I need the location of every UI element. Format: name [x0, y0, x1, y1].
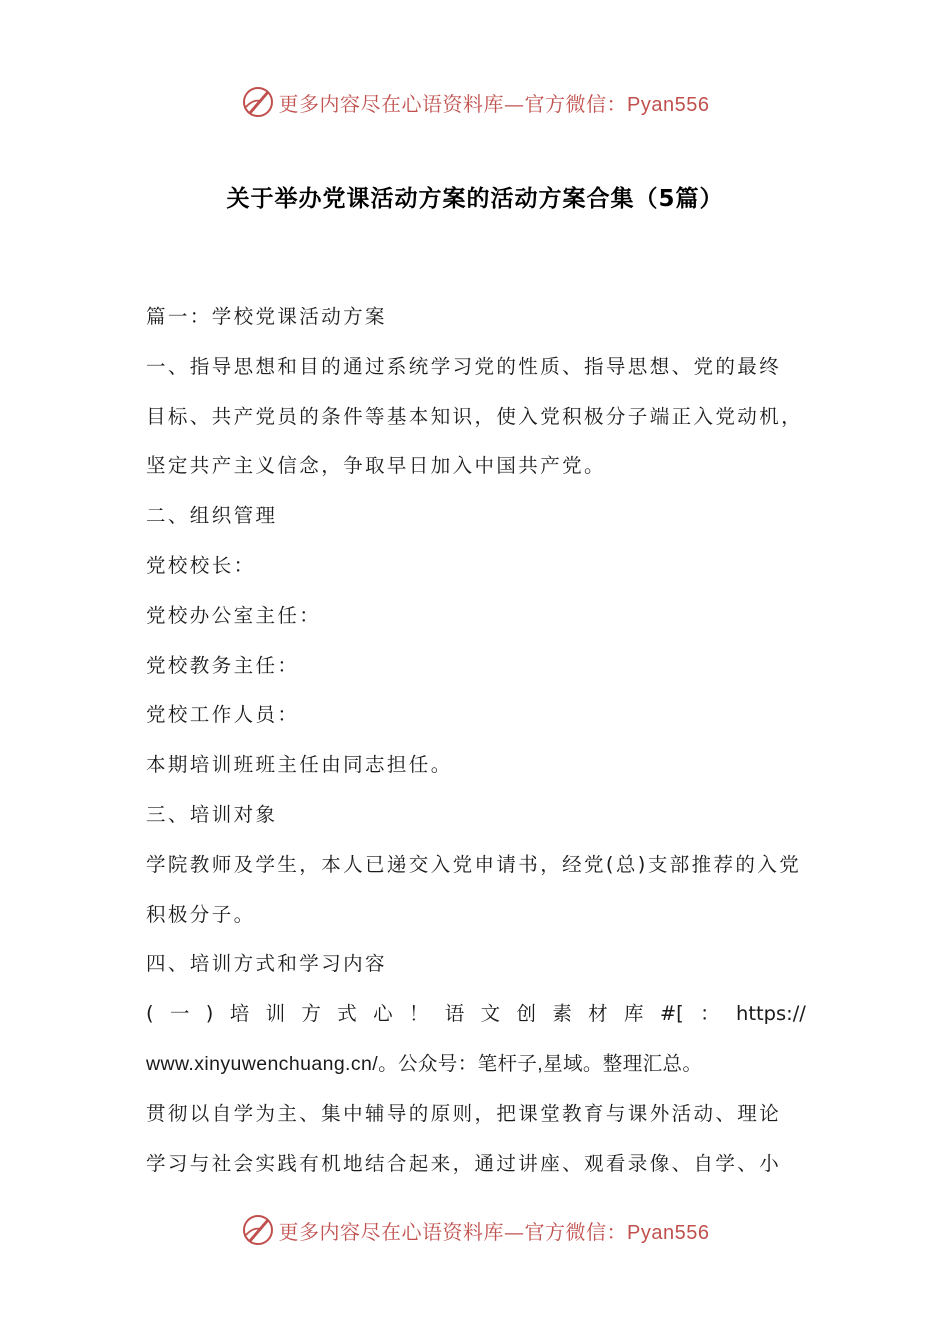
glyph: 心: [373, 1002, 393, 1026]
glyph: 创: [516, 1002, 536, 1026]
quill-pen-logo-icon: [241, 85, 275, 119]
document-title: 关于举办党课活动方案的活动方案合集（5篇）: [226, 186, 724, 212]
watermark-wechat-id: Pyan556: [627, 93, 710, 116]
watermark-text: 更多内容尽在心语资料库—官方微信：Pyan556: [278, 91, 710, 116]
paragraph-line: 学院教师及学生，本人已递交入党申请书，经党(总)支部推荐的入党: [146, 852, 802, 876]
glyph: 素: [552, 1002, 572, 1026]
section-heading: 四、培训方式和学习内容: [146, 952, 387, 976]
justified-line: [146, 994, 806, 1044]
glyph: 训: [265, 1002, 286, 1026]
url-fragment: https://: [735, 1002, 806, 1026]
watermark-banner-bottom: [0, 1210, 950, 1250]
watermark-wechat-id: Pyan556: [627, 1221, 710, 1244]
paragraph-line: 党校办公室主任：: [146, 603, 322, 627]
watermark-banner-top: [0, 82, 950, 122]
document-body: [146, 297, 806, 1193]
paragraph-line: 贯彻以自学为主、集中辅导的原则，把课堂教育与课外活动、理论: [146, 1101, 782, 1125]
glyph: (: [146, 1002, 154, 1026]
paragraph-line: 党校校长：: [146, 553, 256, 577]
glyph: ！: [408, 1002, 429, 1026]
watermark-text: 更多内容尽在心语资料库—官方微信：Pyan556: [278, 1219, 710, 1244]
glyph: 材: [588, 1002, 608, 1026]
glyph: ：: [700, 1002, 720, 1026]
glyph: 一: [169, 1002, 190, 1026]
paragraph-line: 一、指导思想和目的通过系统学习党的性质、指导思想、党的最终: [146, 354, 782, 378]
paragraph-line: 坚定共产主义信念，争取早日加入中国共产党。: [146, 454, 606, 478]
glyph: 培: [229, 1002, 250, 1026]
glyph: 文: [480, 1002, 501, 1026]
paragraph-line: 本期培训班班主任由同志担任。: [146, 753, 453, 777]
glyph: 语: [444, 1002, 465, 1026]
glyph: 式: [337, 1002, 357, 1026]
glyph: #[: [659, 1002, 684, 1026]
paragraph-line: 党校教务主任：: [146, 653, 300, 677]
section-heading: 三、培训对象: [146, 802, 278, 826]
paragraph-line: 积极分子。: [146, 902, 256, 926]
glyph: 库: [624, 1002, 644, 1026]
paragraph-line: 学习与社会实践有机地结合起来，通过讲座、观看录像、自学、小: [146, 1151, 782, 1175]
glyph: 方: [301, 1002, 321, 1026]
glyph: ): [205, 1002, 214, 1026]
section-heading: 篇一：学校党课活动方案: [146, 305, 387, 328]
url-line: www.xinyuwenchuang.cn/。公众号：笔杆子,星域。整理汇总。: [146, 1052, 703, 1075]
paragraph-line: 目标、共产党员的条件等基本知识，使入党积极分子端正入党动机，: [146, 404, 804, 428]
paragraph-line: 党校工作人员：: [146, 703, 300, 727]
quill-pen-logo-icon: [241, 1213, 275, 1247]
section-heading: 二、组织管理: [146, 504, 278, 528]
